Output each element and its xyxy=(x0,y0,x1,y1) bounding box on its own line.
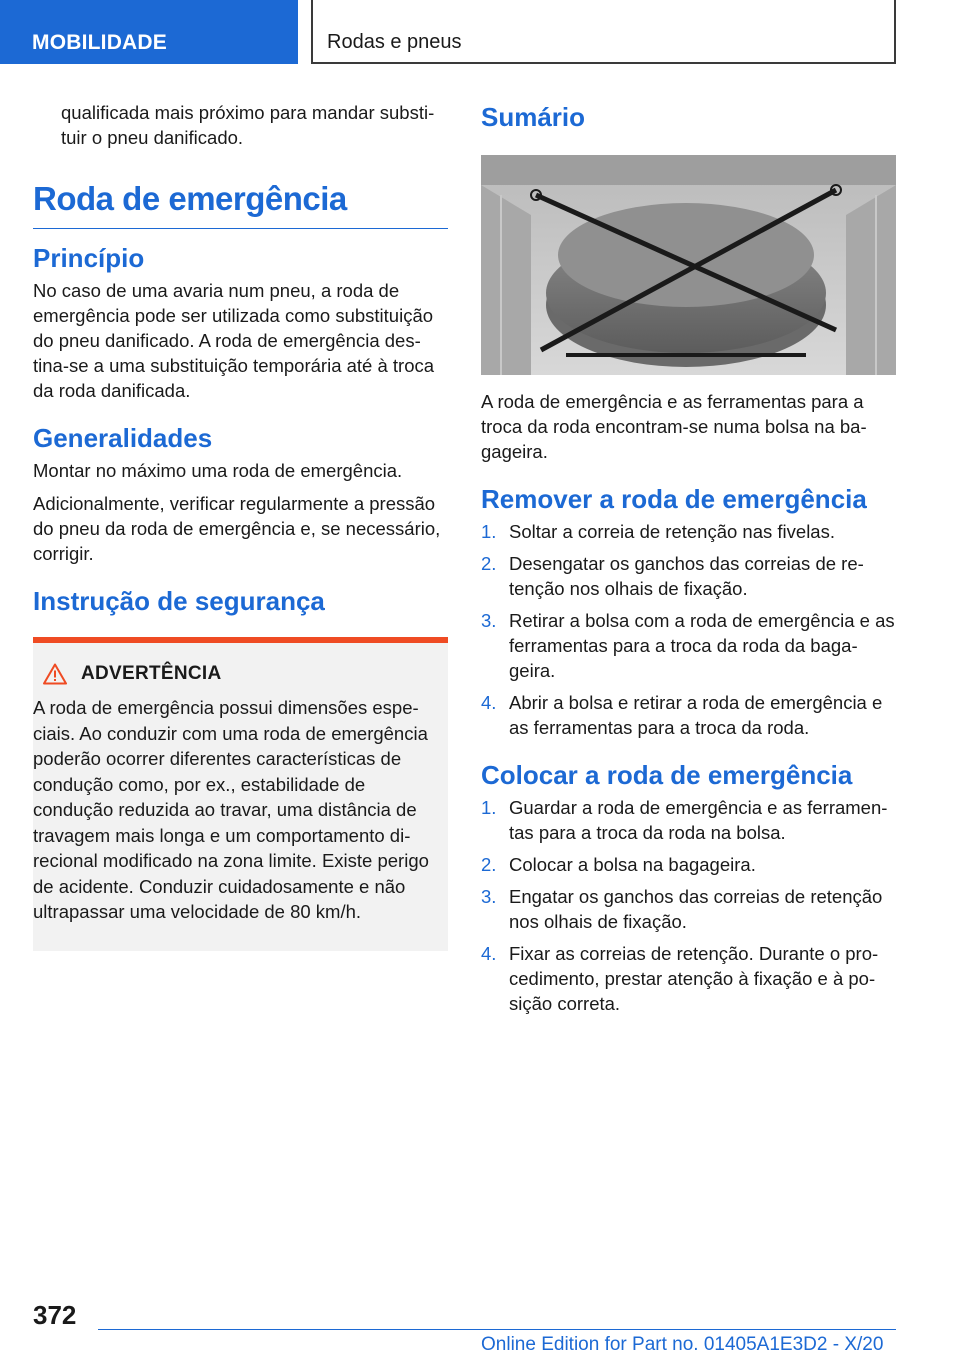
warning-box xyxy=(33,637,448,951)
spare-wheel-photo xyxy=(481,155,896,375)
footer-edition: Online Edition for Part no. 01405A1E3D2 - X/20 xyxy=(481,1334,884,1355)
list-item xyxy=(481,884,896,934)
right-column xyxy=(481,100,896,1023)
principio-heading: Princípio xyxy=(33,243,145,273)
step-text: Colocar a bolsa na bagageira. xyxy=(509,854,756,875)
step-number: 1. xyxy=(481,797,497,818)
step-number: 3. xyxy=(481,886,497,907)
generalidades-text-2: Adicionalmente, verificar regularmente a pressão do pneu da roda de emergência e, se necessário, corrigir. xyxy=(33,493,441,564)
chapter-label: Rodas e pneus xyxy=(327,31,462,53)
intro-text: qualificada mais próximo para mandar substituir o pneu danificado. xyxy=(61,102,435,148)
photo-caption: A roda de emergência e as ferramentas para a troca da roda encontram-se numa bolsa na bagageira. xyxy=(481,391,867,462)
page-title: Roda de emergência xyxy=(33,180,448,229)
seguranca-heading: Instrução de segurança xyxy=(33,586,325,616)
step-number: 4. xyxy=(481,943,497,964)
step-text: Abrir a bolsa e retirar a roda de emergência e as ferramentas para a troca da roda. xyxy=(509,692,883,738)
chapter-header xyxy=(311,0,896,64)
sumario-heading: Sumário xyxy=(481,102,586,132)
step-text: Soltar a correia de retenção nas fivelas. xyxy=(509,521,835,542)
colocar-steps xyxy=(481,795,896,1016)
warning-title: ADVERTÊNCIA xyxy=(81,663,222,684)
warning-triangle-icon xyxy=(43,663,67,685)
step-number: 2. xyxy=(481,553,497,574)
list-item xyxy=(481,608,896,683)
list-item xyxy=(481,795,896,845)
page-number: 372 xyxy=(33,1300,77,1330)
step-number: 3. xyxy=(481,610,497,631)
generalidades-text-1: Montar no máximo uma roda de emergência. xyxy=(33,460,403,481)
principio-text: No caso de uma avaria num pneu, a roda de emergência pode ser utilizada como substituição do pneu danificado. A roda de emergência destina-se a uma substituição temporária até à troca da roda danificada. xyxy=(33,280,435,401)
list-item xyxy=(481,690,896,740)
list-item xyxy=(481,941,896,1016)
generalidades-heading: Generalidades xyxy=(33,423,213,453)
step-number: 2. xyxy=(481,854,497,875)
colocar-heading: Colocar a roda de emergência xyxy=(481,760,853,790)
step-text: Retirar a bolsa com a roda de emergência e as ferramentas para a troca da roda da bagageira. xyxy=(509,610,895,681)
remover-heading: Remover a roda de emergência xyxy=(481,484,867,514)
left-column xyxy=(33,100,448,951)
section-tab[interactable] xyxy=(0,0,298,64)
list-item xyxy=(481,551,896,601)
step-text: Guardar a roda de emergência e as ferramentas para a troca da roda na bolsa. xyxy=(509,797,888,843)
step-text: Engatar os ganchos das correias de retenção nos olhais de fixação. xyxy=(509,886,883,932)
list-item xyxy=(481,519,896,544)
list-item xyxy=(481,852,896,877)
step-text: Fixar as correias de retenção. Durante o procedimento, prestar atenção à fixação e à posição correta. xyxy=(509,943,879,1014)
warning-text: A roda de emergência possui dimensões especiais. Ao conduzir com uma roda de emergência poderão ocorrer diferentes características de condução como, por ex., estabilidade de condução reduzida ao travar, uma distância de travagem mais longa e um comportamento direcional modificado na zona limite. Existe perigo de acidente. Conduzir cuidadosamente e não ultrapassar uma velocidade de 80 km/h. xyxy=(33,697,429,922)
step-number: 1. xyxy=(481,521,497,542)
warning-header xyxy=(33,663,448,685)
step-text: Desengatar os ganchos das correias de retenção nos olhais de fixação. xyxy=(509,553,864,599)
footer-divider xyxy=(98,1329,896,1330)
section-label: MOBILIDADE xyxy=(32,31,167,54)
remover-steps xyxy=(481,519,896,740)
step-number: 4. xyxy=(481,692,497,713)
